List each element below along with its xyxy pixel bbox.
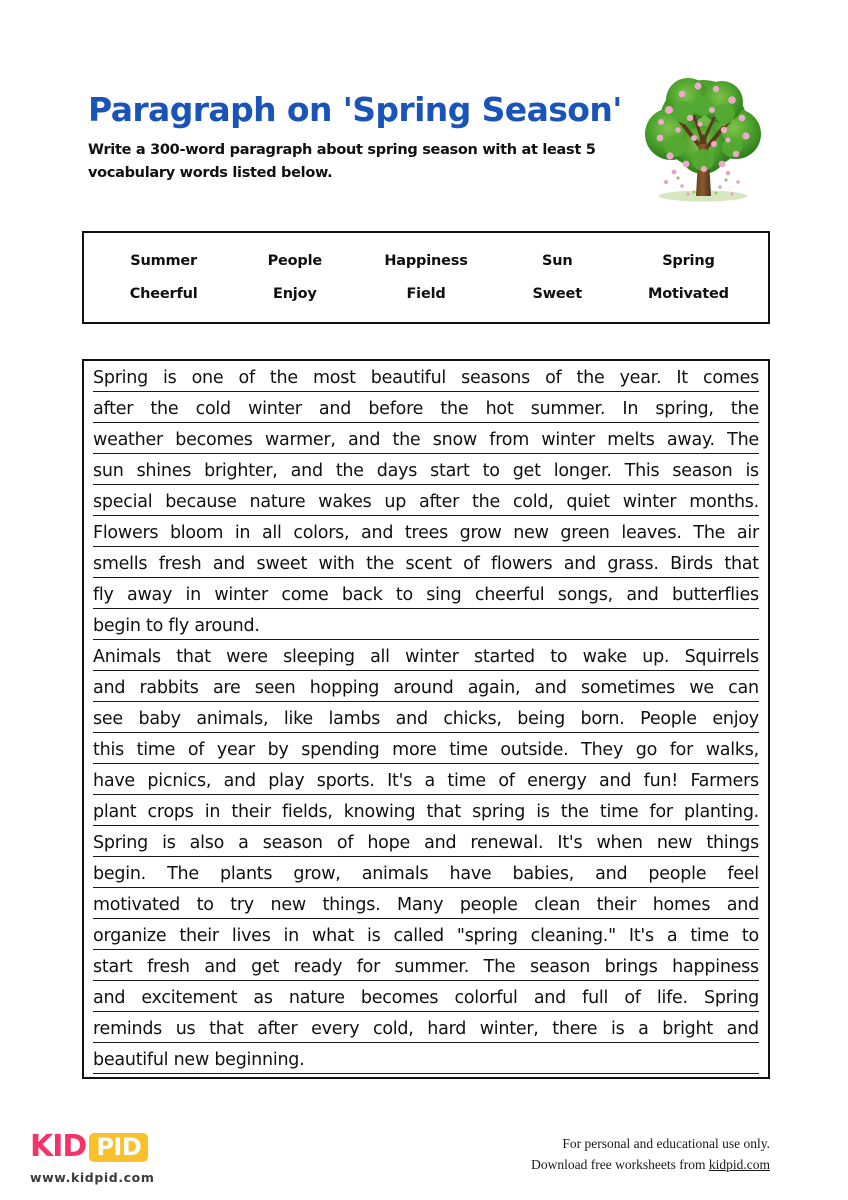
footer-note-line1: For personal and educational use only. <box>562 1136 770 1151</box>
paragraph-line-text: start fresh and get ready for summer. The season brings happiness <box>93 957 759 977</box>
paragraph-line-text: Animals that were sleeping all winter started to wake up. Squirrels <box>93 647 759 667</box>
ruled-line <box>93 640 759 671</box>
vocabulary-word: Enjoy <box>272 286 317 302</box>
paragraph-line-text: organize their lives in what is called "spring cleaning." It's a time to <box>93 926 759 946</box>
ruled-line <box>93 454 759 485</box>
ruled-line <box>93 764 759 795</box>
page-title: Paragraph on 'Spring Season' <box>88 90 622 129</box>
vocabulary-word: Sweet <box>532 286 582 302</box>
paragraph-line-text: beautiful new beginning. <box>93 1050 305 1070</box>
vocabulary-word: Spring <box>662 253 715 269</box>
vocabulary-row <box>98 253 754 269</box>
paragraph-line-text: motivated to try new things. Many people clean their homes and <box>93 895 759 915</box>
paragraph-line-text: smells fresh and sweet with the scent of flowers and grass. Birds that <box>93 554 759 574</box>
vocabulary-word: People <box>267 253 323 269</box>
ruled-line <box>93 671 759 702</box>
logo-kid-text: KID <box>30 1129 87 1164</box>
ruled-line <box>93 950 759 981</box>
vocabulary-word: Motivated <box>647 286 729 302</box>
ruled-line <box>93 423 759 454</box>
paragraph-line-text: plant crops in their fields, knowing that spring is the time for planting. <box>93 802 759 822</box>
spring-tree-icon <box>628 72 778 212</box>
ruled-line <box>93 1012 759 1043</box>
ruled-line <box>93 733 759 764</box>
ruled-line <box>93 857 759 888</box>
ruled-line <box>93 392 759 423</box>
ruled-line <box>93 888 759 919</box>
paragraph-line-text: weather becomes warmer, and the snow from winter melts away. The <box>93 430 759 450</box>
paragraph-line-text: special because nature wakes up after the cold, quiet winter months. <box>93 492 759 512</box>
vocabulary-word: Sun <box>541 253 573 269</box>
vocabulary-word: Cheerful <box>129 286 198 302</box>
footer <box>0 1118 848 1200</box>
ruled-line <box>93 547 759 578</box>
footer-note-line2 <box>531 1155 770 1176</box>
paragraph-box <box>82 359 770 1079</box>
paragraph-line-text: Spring is one of the most beautiful seasons of the year. It comes <box>93 368 759 388</box>
paragraph-line-text: begin. The plants grow, animals have babies, and people feel <box>93 864 759 884</box>
ruled-line <box>93 1043 759 1074</box>
paragraph-line-text: sun shines brighter, and the days start to get longer. This season is <box>93 461 759 481</box>
paragraph-line-text: and rabbits are seen hopping around again, and sometimes we can <box>93 678 759 698</box>
paragraph-line-text: this time of year by spending more time outside. They go for walks, <box>93 740 759 760</box>
kidpid-link[interactable]: kidpid.com <box>708 1156 770 1172</box>
ruled-line <box>93 609 759 640</box>
instructions-text: Write a 300-word paragraph about spring season with at least 5 vocabulary words listed below. <box>88 142 596 181</box>
vocabulary-word: Happiness <box>384 253 468 269</box>
footer-note <box>531 1134 770 1176</box>
paragraph-line-text: see baby animals, like lambs and chicks, being born. People enjoy <box>93 709 759 729</box>
ruled-line <box>93 826 759 857</box>
vocabulary-box <box>82 231 770 324</box>
ruled-lines <box>84 361 768 1074</box>
logo-pid-badge: PID <box>89 1133 148 1162</box>
ruled-line <box>93 516 759 547</box>
ruled-line <box>93 981 759 1012</box>
paragraph-line-text: reminds us that after every cold, hard winter, there is a bright and <box>93 1019 759 1039</box>
logo-mark <box>30 1130 190 1164</box>
paragraph-line-text: Flowers bloom in all colors, and trees grow new green leaves. The air <box>93 523 759 543</box>
ruled-line <box>93 795 759 826</box>
kidpid-logo[interactable] <box>30 1130 190 1185</box>
paragraph-line-text: fly away in winter come back to sing cheerful songs, and butterflies <box>93 585 759 605</box>
paragraph-line-text: Spring is also a season of hope and renewal. It's when new things <box>93 833 759 853</box>
paragraph-line-text: and excitement as nature becomes colorful and full of life. Spring <box>93 988 759 1008</box>
logo-website-url: www.kidpid.com <box>30 1170 155 1185</box>
ruled-line <box>93 919 759 950</box>
vocabulary-row <box>98 286 754 302</box>
ruled-line <box>93 485 759 516</box>
paragraph-line-text: after the cold winter and before the hot summer. In spring, the <box>93 399 759 419</box>
vocabulary-word: Field <box>406 286 446 302</box>
footer-note-prefix: Download free worksheets from <box>531 1156 709 1172</box>
paragraph-line-text: begin to fly around. <box>93 616 260 636</box>
ruled-line <box>93 578 759 609</box>
vocabulary-word: Summer <box>130 253 197 269</box>
paragraph-line-text: have picnics, and play sports. It's a time of energy and fun! Farmers <box>93 771 759 791</box>
ruled-line <box>93 361 759 392</box>
ruled-line <box>93 702 759 733</box>
